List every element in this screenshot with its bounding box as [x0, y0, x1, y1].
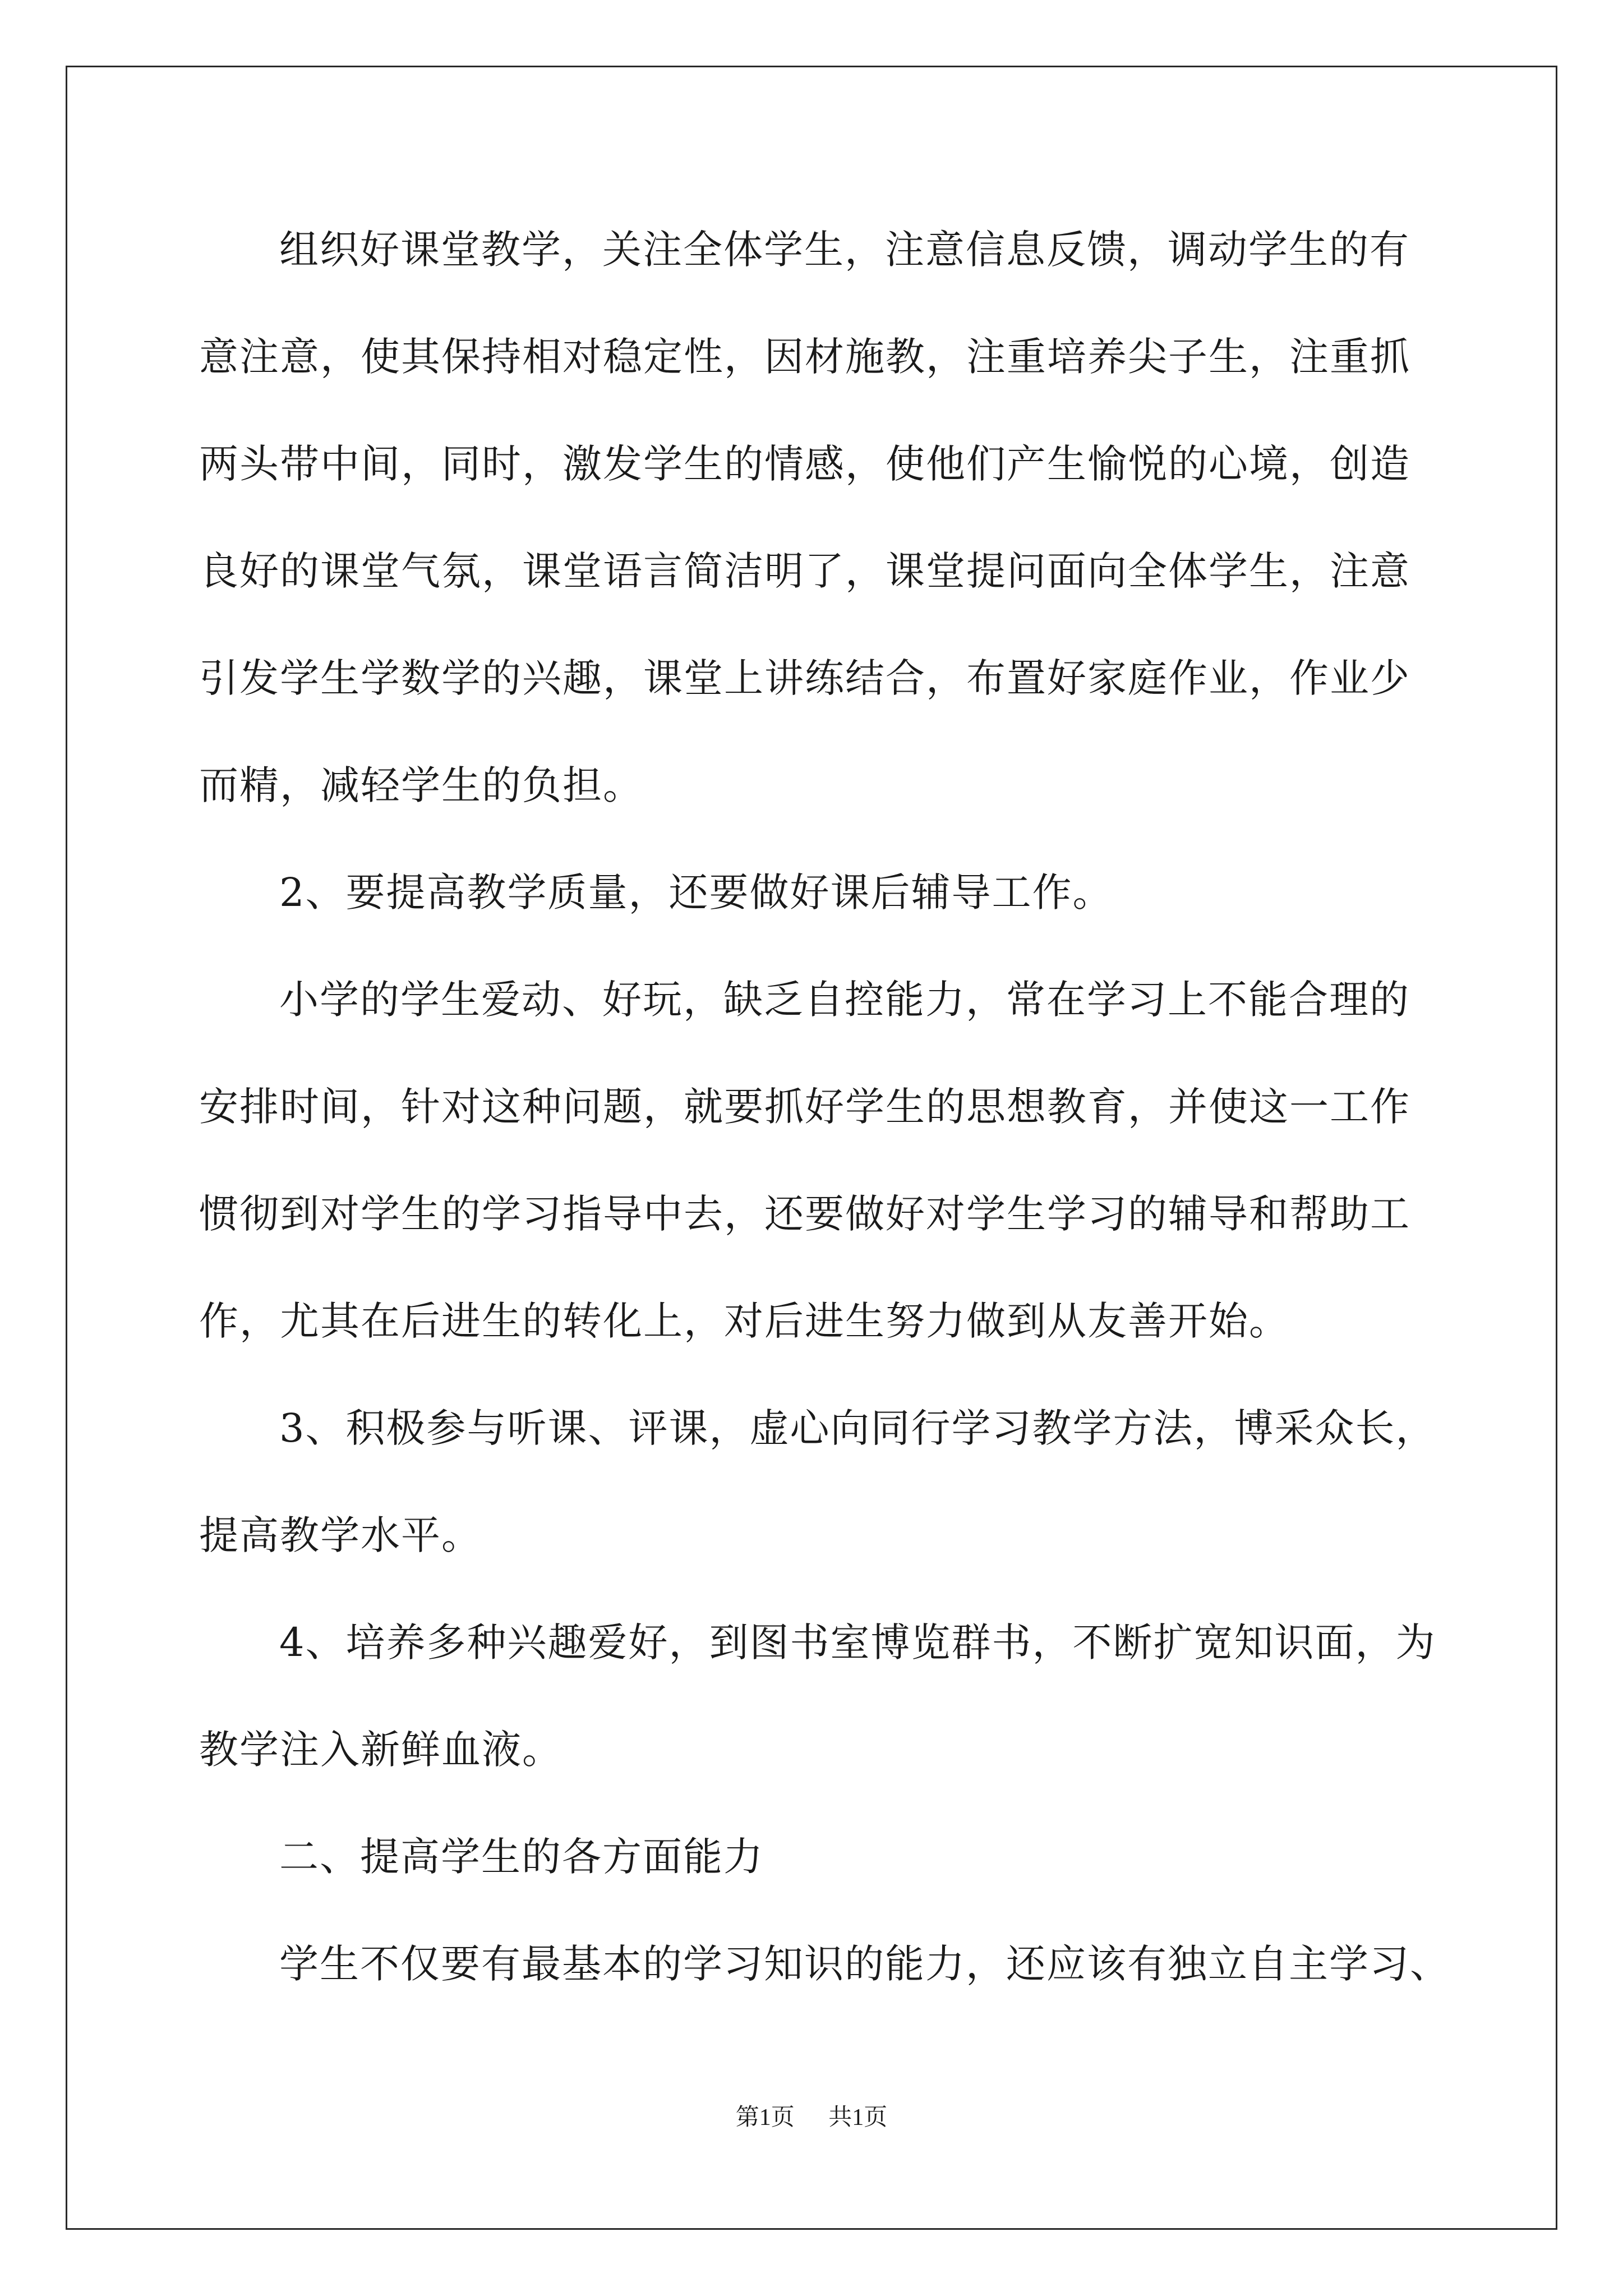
page-total: 共1页 [828, 2105, 888, 2131]
text-line: 引发学生学数学的兴趣，课堂上讲练结合，布置好家庭作业，作业少 [199, 655, 1410, 701]
text-line: 惯彻到对学生的学习指导中去，还要做好对学生学习的辅导和帮助工 [199, 1191, 1410, 1237]
text-line: 安排时间，针对这种问题，就要抓好学生的思想教育，并使这一工作 [199, 1084, 1410, 1130]
text-line: 3、积极参与听课、评课，虚心向同行学习教学方法，博采众长， [279, 1405, 1436, 1451]
text-line: 两头带中间，同时，激发学生的情感，使他们产生愉悦的心境，创造 [199, 441, 1410, 487]
text-line: 作，尤其在后进生的转化上，对后进生努力做到从友善开始。 [199, 1298, 1289, 1344]
text-line: 组织好课堂教学，关注全体学生，注意信息反馈，调动学生的有 [279, 227, 1410, 273]
page-number: 第1页 [735, 2105, 795, 2131]
text-line: 2、要提高教学质量，还要做好课后辅导工作。 [279, 869, 1113, 915]
text-line: 小学的学生爱动、好玩，缺乏自控能力，常在学习上不能合理的 [279, 977, 1410, 1023]
text-line: 意注意，使其保持相对稳定性，因材施教，注重培养尖子生，注重抓 [199, 334, 1410, 380]
page-footer [0, 2101, 1623, 2134]
text-line: 教学注入新鲜血液。 [199, 1727, 562, 1773]
text-line: 二、提高学生的各方面能力 [279, 1834, 764, 1880]
text-line: 而精，减轻学生的负担。 [199, 762, 643, 808]
text-line: 4、培养多种兴趣爱好，到图书室博览群书，不断扩宽知识面，为 [279, 1619, 1436, 1665]
text-line: 学生不仅要有最基本的学习知识的能力，还应该有独立自主学习、 [279, 1941, 1450, 1987]
text-line: 提高教学水平。 [199, 1512, 482, 1558]
document-body [199, 213, 1450, 2035]
text-line: 良好的课堂气氛，课堂语言简洁明了，课堂提问面向全体学生，注意 [199, 548, 1410, 594]
